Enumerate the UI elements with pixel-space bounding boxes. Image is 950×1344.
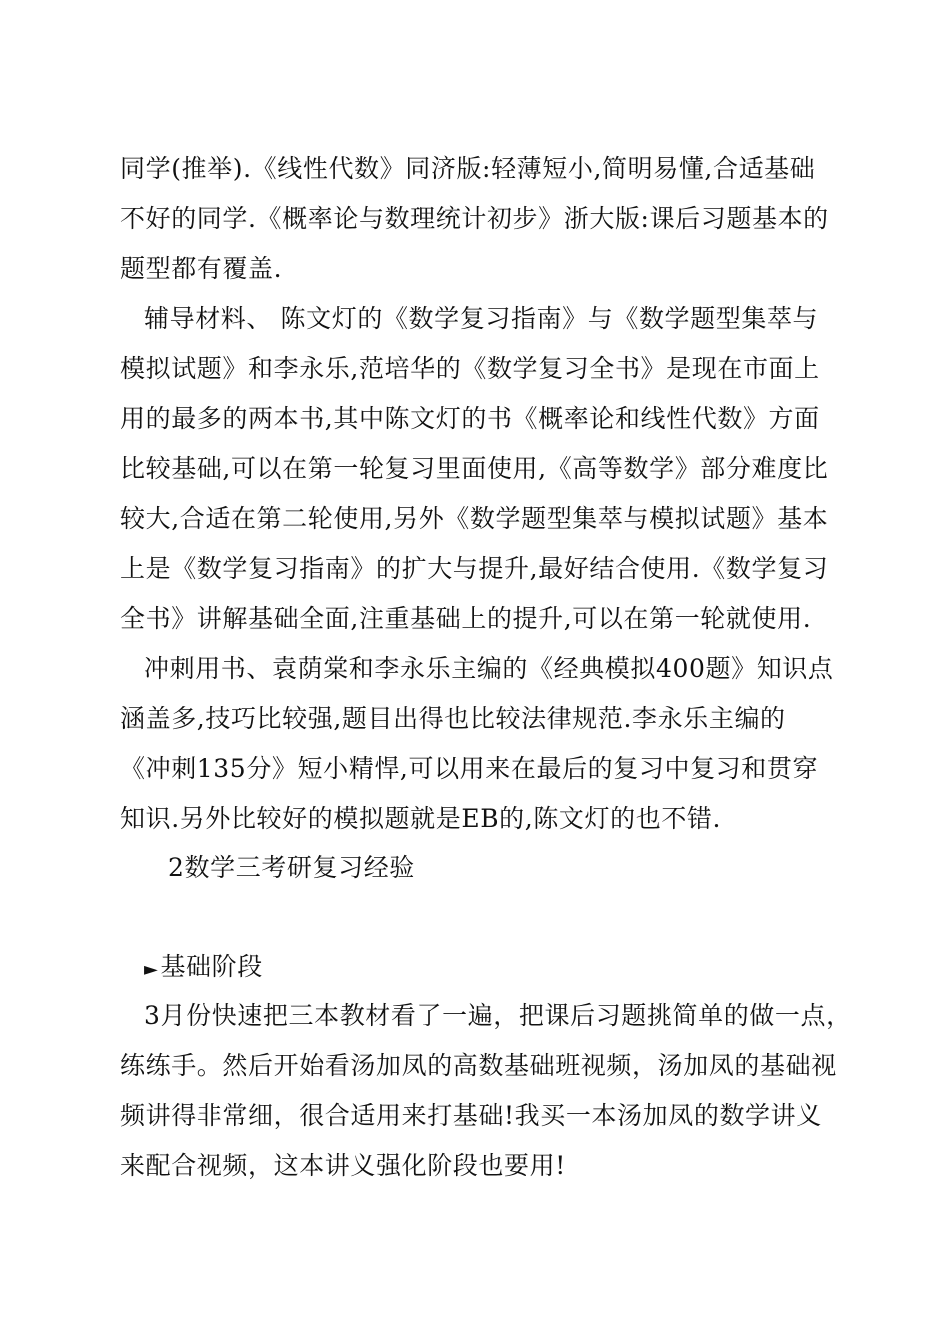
paragraph-line: 用的最多的两本书,其中陈文灯的书《概率论和线性代数》方面 xyxy=(120,404,820,433)
paragraph-line: 《冲刺135分》短小精悍,可以用来在最后的复习中复习和贯穿 xyxy=(120,754,819,783)
paragraph-line: 模拟试题》和李永乐,范培华的《数学复习全书》是现在市面上 xyxy=(120,354,820,383)
paragraph-line: 题型都有覆盖. xyxy=(120,254,283,283)
paragraph-line: 3月份快速把三本教材看了一遍，把课后习题挑简单的做一点， xyxy=(144,1001,852,1030)
paragraph-line: 冲刺用书、袁荫棠和李永乐主编的《经典模拟400题》知识点 xyxy=(144,654,834,683)
paragraph-line: 辅导材料、 陈文灯的《数学复习指南》与《数学题型集萃与 xyxy=(144,304,819,333)
paragraph-line: 上是《数学复习指南》的扩大与提升,最好结合使用.《数学复习 xyxy=(120,554,829,583)
paragraph-line: 同学(推举).《线性代数》同济版:轻薄短小,简明易懂,合适基础 xyxy=(120,154,816,183)
paragraph-line: 较大,合适在第二轮使用,另外《数学题型集萃与模拟试题》基本 xyxy=(120,504,829,533)
paragraph-line: 频讲得非常细，很合适用来打基础!我买一本汤加凤的数学讲义 xyxy=(120,1101,822,1130)
paragraph-line: 涵盖多,技巧比较强,题目出得也比较法律规范.李永乐主编的 xyxy=(120,704,786,733)
paragraph-line: 练练手。然后开始看汤加凤的高数基础班视频，汤加凤的基础视 xyxy=(120,1051,837,1080)
stage-heading xyxy=(144,952,263,985)
paragraph-line: 不好的同学.《概率论与数理统计初步》浙大版:课后习题基本的 xyxy=(120,204,829,233)
section-heading: 2数学三考研复习经验 xyxy=(168,853,415,882)
paragraph-line: 知识.另外比较好的模拟题就是EB的,陈文灯的也不错. xyxy=(120,804,722,833)
paragraph-line: 比较基础,可以在第一轮复习里面使用,《高等数学》部分难度比 xyxy=(120,454,829,483)
triangle-marker-icon: ► xyxy=(144,959,159,980)
paragraph-line: 全书》讲解基础全面,注重基础上的提升,可以在第一轮就使用. xyxy=(120,604,812,633)
paragraph-line: 来配合视频，这本讲义强化阶段也要用! xyxy=(120,1151,566,1180)
stage-heading-text: 基础阶段 xyxy=(160,952,263,981)
